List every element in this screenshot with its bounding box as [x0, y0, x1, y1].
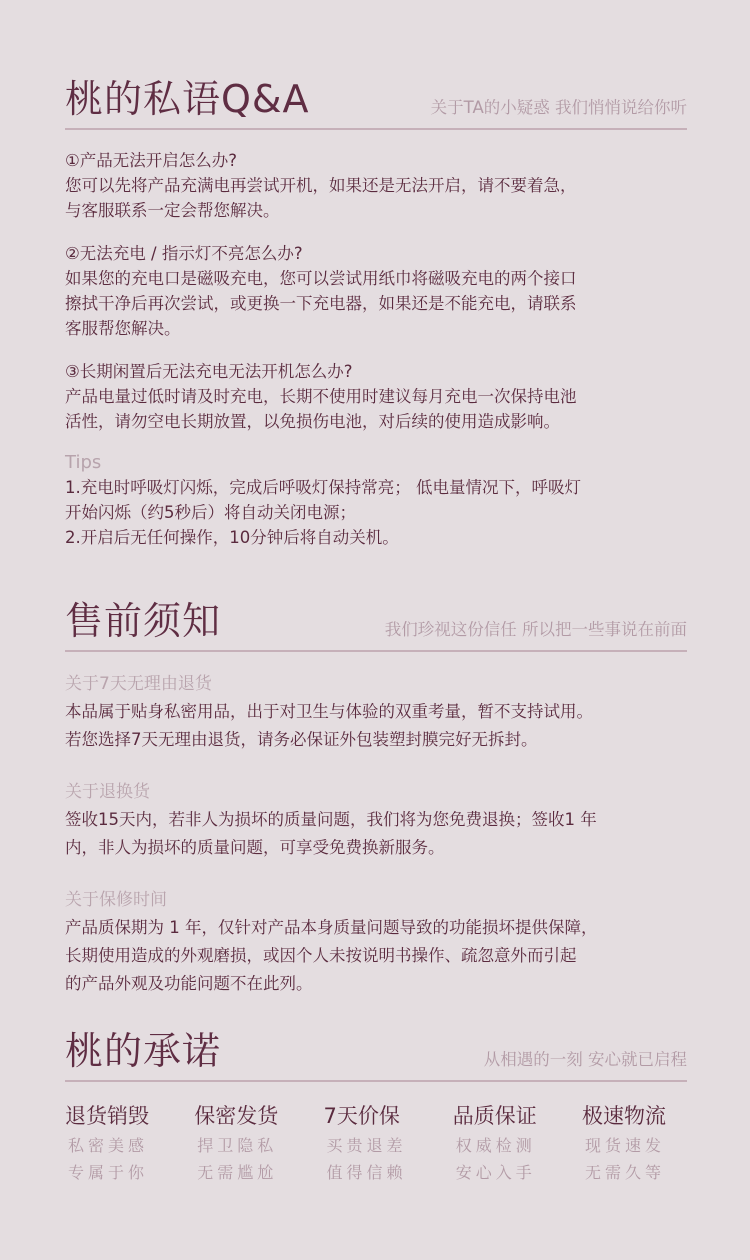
qa-answer-line: 产品电量过低时请及时充电，长期不使用时建议每月充电一次保持电池: [65, 387, 577, 406]
promise-item: [65, 1100, 170, 1186]
notice-line: 产品质保期为 1 年，仅针对产品本身质量问题导致的功能损坏提供保障，: [65, 918, 598, 937]
promise-item: [194, 1100, 299, 1186]
tips-body: [65, 475, 687, 550]
promise-row: [65, 1100, 687, 1186]
promise-item: [582, 1100, 687, 1186]
notice-header: [65, 590, 687, 652]
notice-line: 若您选择7天无理由退货，请务必保证外包装塑封膜完好无拆封。: [65, 730, 538, 749]
notice-line: 内，非人为损坏的质量问题，可享受免费换新服务。: [65, 838, 445, 857]
notice-section: [65, 590, 687, 998]
promise-item-title: 极速物流: [582, 1104, 666, 1128]
promise-item-title: 7天价保: [323, 1104, 400, 1128]
promise-title: 桃的承诺: [65, 1029, 222, 1073]
qa-question: ②无法充电 / 指示灯不亮怎么办?: [65, 244, 303, 263]
notice-subtitle: 我们珍视这份信任 所以把一些事说在前面: [384, 619, 687, 639]
qa-question: ①产品无法开启怎么办?: [65, 151, 238, 170]
promise-item: [324, 1100, 429, 1186]
promise-item-line: 现货速发: [585, 1136, 666, 1155]
tips-line: 1.充电时呼吸灯闪烁，完成后呼吸灯保持常亮； 低电量情况下，呼吸灯: [65, 478, 581, 497]
promise-subtitle: 从相遇的一刻 安心就已启程: [483, 1049, 687, 1069]
tips-line: 开始闪烁（约5秒后）将自动关闭电源；: [65, 503, 356, 522]
tips-line: 2.开启后无任何操作，10分钟后将自动关机。: [65, 528, 399, 547]
promise-item-title: 退货销毁: [65, 1104, 149, 1128]
qa-header: [65, 68, 687, 130]
qa-answer-line: 与客服联系一定会帮您解决。: [65, 201, 280, 220]
qa-answer-line: 擦拭干净后再次尝试，或更换一下充电器，如果还是不能充电，请联系: [65, 294, 577, 313]
qa-answer-line: 如果您的充电口是磁吸充电，您可以尝试用纸巾将磁吸充电的两个接口: [65, 269, 577, 288]
qa-question: ③长期闲置后无法充电无法开机怎么办?: [65, 362, 353, 381]
notice-line: 本品属于贴身私密用品，出于对卫生与体验的双重考量，暂不支持试用。: [65, 702, 593, 721]
qa-answer-line: 活性，请勿空电长期放置，以免损伤电池，对后续的使用造成影响。: [65, 412, 560, 431]
notice-item-title: 关于7天无理由退货: [65, 674, 212, 694]
promise-item-line: 买贵退差: [326, 1136, 407, 1155]
qa-item: [65, 241, 687, 341]
promise-item-line: 捍卫隐私: [197, 1136, 278, 1155]
qa-section: [65, 68, 687, 550]
notice-item: [65, 670, 687, 754]
promise-item-line: 值得信赖: [326, 1163, 407, 1182]
promise-item-line: 权威检测: [455, 1136, 536, 1155]
promise-item-line: 无需久等: [585, 1163, 666, 1182]
promise-item-title: 保密发货: [194, 1104, 279, 1128]
notice-item: [65, 778, 687, 862]
notice-item-title: 关于保修时间: [65, 890, 167, 910]
qa-item: [65, 148, 687, 223]
notice-title: 售前须知: [65, 599, 222, 643]
promise-item: [453, 1100, 558, 1186]
promise-item-line: 专属于你: [68, 1163, 149, 1182]
notice-item: [65, 886, 687, 998]
qa-title: 桃的私语Q&A: [65, 77, 310, 121]
notice-item-title: 关于退换货: [65, 782, 150, 802]
qa-item: [65, 359, 687, 434]
tips-label: Tips: [65, 452, 102, 473]
promise-item-line: 无需尴尬: [197, 1163, 278, 1182]
promise-item-line: 安心入手: [455, 1163, 536, 1182]
qa-answer-line: 客服帮您解决。: [65, 319, 181, 338]
qa-answer-line: 您可以先将产品充满电再尝试开机，如果还是无法开启，请不要着急，: [65, 176, 577, 195]
promise-item-line: 私密美感: [68, 1136, 149, 1155]
notice-line: 长期使用造成的外观磨损，或因个人未按说明书操作、疏忽意外而引起: [65, 946, 577, 965]
promise-header: [65, 1020, 687, 1082]
promise-section: [65, 1020, 687, 1186]
promise-item-title: 品质保证: [452, 1104, 537, 1128]
notice-line: 签收15天内，若非人为损坏的质量问题，我们将为您免费退换；签收1 年: [65, 810, 597, 829]
notice-line: 的产品外观及功能问题不在此列。: [65, 974, 313, 993]
qa-subtitle: 关于TA的小疑惑 我们悄悄说给你听: [430, 97, 687, 117]
